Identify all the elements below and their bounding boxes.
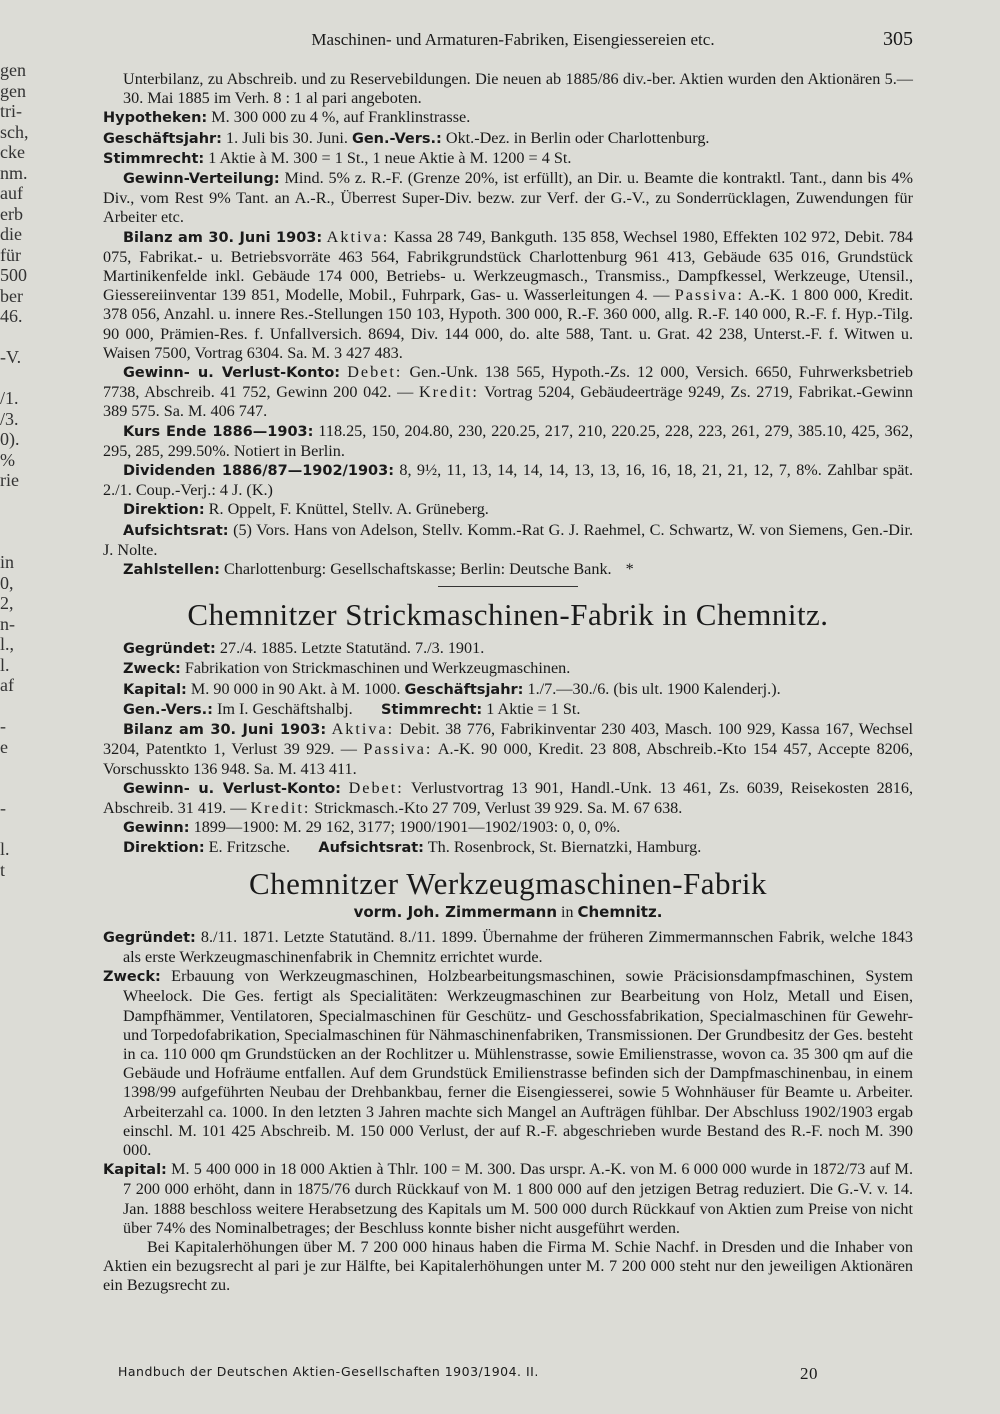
sec2-gen-vers: Gen.-Vers.: Im I. Geschäftshalbj. Stimmrecht: 1 Aktie = 1 St. <box>123 699 581 718</box>
margin-fragment: - <box>0 798 6 818</box>
margin-fragment: l., <box>0 634 15 654</box>
header-title: Maschinen- und Armaturen-Fabriken, Eisengiessereien etc. <box>311 30 715 49</box>
margin-fragment: gen <box>0 60 26 80</box>
margin-fragment: 0, <box>0 572 14 593</box>
margin-fragment <box>0 368 40 389</box>
margin-fragment <box>0 511 40 532</box>
sec1-aufsichtsrat: Aufsichtsrat: (5) Vors. Hans von Adelson, Stellv. Komm.-Rat G. J. Raehmel, C. Schwartz, W. von Siemens, Gen.-Dir. J. Nolte. <box>103 520 913 559</box>
sec2-gegruendet: Gegründet: 27./4. 1885. Letzte Statutänd. 7./3. 1901. <box>123 639 485 658</box>
margin-fragment: sch, <box>0 121 29 142</box>
sec1-hypotheken: Hypotheken: M. 300 000 zu 4 %, auf Franklinstrasse. <box>103 108 471 127</box>
margin-fragment <box>0 757 40 778</box>
sec1-gewinn-verlust: Gewinn- u. Verlust-Konto: Debet: Gen.-Unk. 138 565, Hypoth.-Zs. 12 000, Versich. 6650, Fuhrwerksbetrieb 7738, Abschreib. 41 752, Gewinn 200 042. — Kredit: Vortrag 5204, Gebäudeerträge 9249, Zs. 2719, Fabrikat.-Gewinn 389 575. Sa. M. 406 747. <box>103 363 914 421</box>
star-mark: * <box>625 560 634 579</box>
sec1-intro: Unterbilanz, zu Abschreib. und zu Reservebildungen. Die neuen ab 1885/86 div.-ber. Aktien wurden den Aktionären 5.—30. Mai 1885 im Verh. 8 : 1 al pari angeboten. <box>123 70 913 108</box>
sec1-bilanz: Bilanz am 30. Juni 1903: Aktiva: Kassa 28 749, Bankguth. 135 858, Wechsel 1980, Effekten 102 972, Debit. 784 075, Fabrikat.- u. Betriebsvorräte 463 564, Fabrikgrundstück Charlottenburg 961 413, Gebäude 635 016, Grundstück Martinikenfelde inkl. Gebäude 174 000, Betriebs- u. Werkzeugmasch., Transmiss., Dampfkessel, Werkzeuge, Utensil., Giessereiinventar 139 851, Modelle, Mobil., Fuhrpark, Gas- u. Wasserleitungen 4. — Passiva: A.-K. 1 800 000, Kredit. 378 056, Anzahl. u. innere Res.-Stellungen 150 103, Hypoth. 300 000, R.-F. 360 000, allg. R.-F. 140 000, R.-F. f. Hyp.-Tilg. 90 000, Prämien-Res. f. Unfallversich. 8694, Div. 144 000, do. alte 588, Tant. u. Grat. 42 238, Unterst.-F. f. Witwen u. Waisen 7500, Vortrag 6304. Sa. M. 3 427 483. <box>103 227 914 362</box>
sec3-kapital: Kapital: M. 5 400 000 in 18 000 Aktien à Thlr. 100 = M. 300. Das urspr. A.-K. von M. 6 000 000 wurde in 1872/73 auf M. 7 200 000 erhöht, dann in 1875/76 durch Rückkauf von M. 1 800 000 auf den jetzigen Betrag reduziert. Die G.-V. v. 14. Jan. 1888 beschloss weitere Herabsetzung des Kapitals um M. 500 000 durch Rückkauf von Aktien zum Preise von nicht über 74% des Nominalbetrages; der Beschluss konnte bisher nicht ausgeführt werden. <box>103 1160 913 1237</box>
margin-fragment: 0). <box>0 429 20 449</box>
margin-fragment: ber <box>0 285 23 306</box>
margin-fragment: erb <box>0 203 23 224</box>
margin-fragment <box>0 819 40 840</box>
sec2-title: Chemnitzer Strickmaschinen-Fabrik in Chemnitz. <box>187 597 829 633</box>
margin-fragment: gen <box>0 80 26 101</box>
sec3-kapital-note: Bei Kapitalerhöhungen über M. 7 200 000 hinaus haben die Firma M. Schie Nachf. in Dresden und die Inhaber von Aktien ein bezugsrecht al pari je zur Hälfte, bei Kapitalerhöhungen unter M. 7 200 000 steht nur den jeweiligen Aktionären ein Bezugsrecht zu. <box>103 1237 913 1295</box>
margin-fragment: e <box>0 736 8 757</box>
sec1-gewinn-verteilung: Gewinn-Verteilung: Mind. 5% z. R.-F. (Grenze 20%, ist erfüllt), an Dir. u. Beamte die kontraktl. Tant., dann bis 4% Div., vom Rest 9% Tant. an A.-R., Überrest Super-Div. bezw. zur Verf. der G.-V., zu Sonderrücklagen, Zuwendungen für Arbeiter etc. <box>103 169 913 227</box>
sec1-zahlstellen: Zahlstellen: Charlottenburg: Gesellschaftskasse; Berlin: Deutsche Bank. * <box>123 560 634 579</box>
margin-fragment: für <box>0 244 21 265</box>
margin-fragment: in <box>0 552 15 572</box>
margin-fragment: n- <box>0 613 15 634</box>
margin-fragment: 2, <box>0 593 14 613</box>
footer-sheet-number: 20 <box>800 1364 818 1383</box>
margin-fragment: l. <box>0 839 10 859</box>
margin-fragment <box>0 532 40 553</box>
sec2-bilanz: Bilanz am 30. Juni 1903: Aktiva: Debit. 38 776, Fabrikinventar 230 403, Masch. 100 929, Kassa 167, Wechsel 3204, Patentkto 1, Verlust 39 929. — Passiva: A.-K. 90 000, Kredit. 23 808, Abschreib.-Kto 154 457, Accepte 8206, Vorschusskto 136 948. Sa. M. 413 411. <box>103 720 914 778</box>
left-margin-fragments <box>0 60 40 880</box>
margin-fragment: - <box>0 716 6 736</box>
sec3-gegruendet: Gegründet: 8./11. 1871. Letzte Statutänd. 8./11. 1899. Übernahme der früheren Zimmermannschen Fabrik, welche 1843 als erste Werkzeugmaschinenfabrik in Chemnitz errichtet wurde. <box>103 927 913 966</box>
sec2-kapital: Kapital: M. 90 000 in 90 Akt. à M. 1000. Geschäftsjahr: 1./7.—30./6. (bis ult. 1900 Kalenderj.). <box>123 679 781 698</box>
sec2-direktion: Direktion: E. Fritzsche. Aufsichtsrat: Th. Rosenbrock, St. Biernatzki, Hamburg. <box>123 838 702 857</box>
sec2-gewinn: Gewinn: 1899—1900: M. 29 162, 3177; 1900/1901—1902/1903: 0, 0, 0%. <box>123 818 621 837</box>
margin-fragment: t <box>0 859 6 880</box>
margin-fragment: cke <box>0 142 25 162</box>
margin-fragment: 500 <box>0 265 27 285</box>
sec1-direktion: Direktion: R. Oppelt, F. Knüttel, Stellv. A. Grüneberg. <box>123 500 489 519</box>
margin-fragment: /1. <box>0 388 19 408</box>
sec1-dividenden: Dividenden 1886/87—1902/1903: 8, 9½, 11, 13, 14, 14, 14, 13, 13, 16, 16, 18, 21, 21, 12, 7, 8%. Zahlbar spät. 2./1. Coup.-Verj.: 4 J. (K.) <box>103 461 914 500</box>
margin-fragment: nm. <box>0 162 28 183</box>
margin-fragment <box>0 327 40 348</box>
margin-fragment <box>0 491 40 512</box>
sec1-kurs: Kurs Ende 1886—1903: 118.25, 150, 204.80, 230, 220.25, 217, 210, 220.25, 228, 223, 261, 279, 385.10, 425, 362, 295, 285, 299.50%. Notiert in Berlin. <box>103 421 913 460</box>
sec1-geschaeftsjahr: Geschäftsjahr: 1. Juli bis 30. Juni. Gen.-Vers.: Okt.-Dez. in Berlin oder Charlottenburg. <box>103 128 710 147</box>
sec3-title: Chemnitzer Werkzeugmaschinen-Fabrik <box>248 865 767 901</box>
margin-fragment <box>0 778 40 799</box>
margin-fragment: l. <box>0 654 10 675</box>
main-column <box>103 30 913 1296</box>
margin-fragment: 46. <box>0 306 23 326</box>
margin-fragment: rie <box>0 470 19 490</box>
page-footer <box>118 1364 818 1384</box>
section-divider <box>438 586 578 587</box>
sec2-gewinn-verlust: Gewinn- u. Verlust-Konto: Debet: Verlustvortrag 13 901, Handl.-Unk. 13 461, Zs. 6039, Reisekosten 2816, Abschreib. 31 419. — Kredit: Strickmasch.-Kto 27 709, Verlust 39 929. Sa. M. 67 638. <box>103 778 914 817</box>
running-header <box>103 30 913 56</box>
page-number: 305 <box>883 28 913 50</box>
margin-fragment: tri- <box>0 101 22 121</box>
sec1-stimmrecht: Stimmrecht: 1 Aktie à M. 300 = 1 St., 1 neue Aktie à M. 1200 = 4 St. <box>103 148 572 167</box>
margin-fragment: % <box>0 449 15 470</box>
margin-fragment: /3. <box>0 408 19 429</box>
margin-fragment: die <box>0 224 22 244</box>
footer-source: Handbuch der Deutschen Aktien-Gesellschaften 1903/1904. II. <box>118 1364 539 1379</box>
sec3-zweck: Zweck: Erbauung von Werkzeugmaschinen, Holzbearbeitungsmaschinen, sowie Präcisionsdampfmaschinen, System Wheelock. Die Ges. fertigt als Specialitäten: Werkzeugmaschinen zur Bearbeitung von Holz, Metall und Eisen, Dampfhämmer, Ventilatoren, Specialmaschinen für Geschütz- und Geschossfabrikation, Specialmaschinen für Gewehr- und Torpedofabrikation, Specialmaschinen für Nähmaschinenfabriken, Transmissionen. Der Grundbesitz der Ges. besteht in ca. 110 000 qm Grundstücken an der Rochlitzer u. Mühlenstrasse, sowie Emilienstrasse, wovon ca. 35 300 qm auf die Gebäude und Hofräume entfallen. Auf dem Grundstück Emilienstrasse befinden sich der Dampfmaschinenbau, in einem 1398/99 aufgeführten Neubau der Drehbankbau, ferner die Eisengiesserei, sowie 5 Wohnhäuser für Beamte u. Arbeiter. Arbeiterzahl ca. 1000. In den letzten 3 Jahren machte sich Mangel an Aufträgen fühlbar. Der Abschluss 1902/1903 ergab einschl. M. 101 425 Abschreib. M. 150 000 Verlust, der auf R.-F. abgeschrieben wurde Bestand des R.-F. noch M. 390 000. <box>103 967 913 1159</box>
margin-fragment: af <box>0 675 14 695</box>
sec2-zweck: Zweck: Fabrikation von Strickmaschinen und Werkzeugmaschinen. <box>123 659 571 678</box>
sec3-subtitle: vorm. Joh. Zimmermann in Chemnitz. <box>353 902 663 921</box>
margin-fragment: auf <box>0 183 23 203</box>
margin-fragment: -V. <box>0 347 22 367</box>
margin-fragment <box>0 696 40 717</box>
